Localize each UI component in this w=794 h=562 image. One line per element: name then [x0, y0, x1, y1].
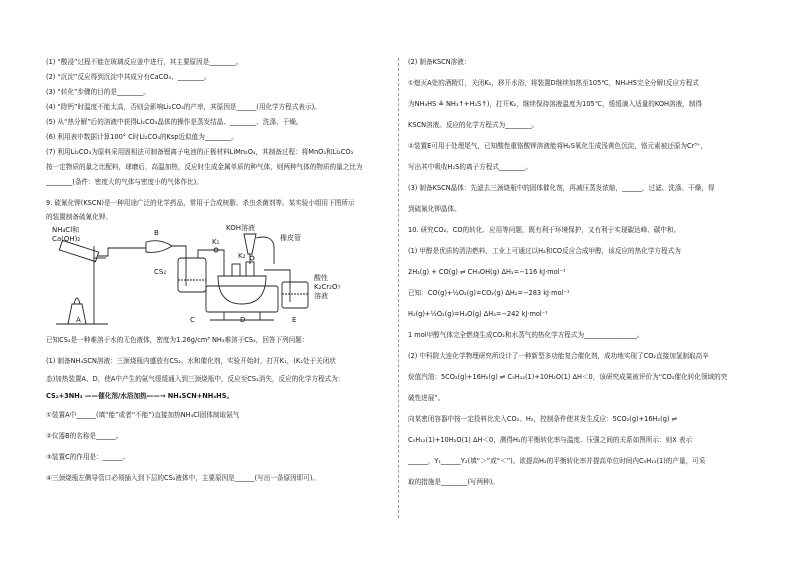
question-line: (7) 利用Li₂CO₃为原料采用固相法可制备锂离子电池的正极材料LiMn₂O₄，其制备过程：将MnO₂和Li₂CO₃ — [46, 148, 354, 156]
question-line: (1) 制备NH₄SCN溶液：三颈烧瓶内盛放有CS₂、水和催化剂，实验开始时，打开K₁，(K₂处于关闭状 — [46, 357, 336, 365]
apparatus-letter: C — [190, 316, 195, 324]
question-line: 取的措施是________(写两种)。 — [408, 478, 499, 486]
left-column — [46, 58, 390, 492]
question-line: (3) 制备KSCN晶体：先滤去三颈烧瓶中的固体催化剂，再减压蒸发浓缩，______，过滤、洗涤、干燥，得 — [408, 184, 715, 192]
question-line: ______，Y₁______Y₂(填“＞”或“＜”)。欲提高H₂的平衡转化率并提高单位时间内C₅H₁₂(1)的产量，可采 — [408, 457, 706, 465]
apparatus-letter: A — [76, 316, 81, 324]
apparatus-letter: E — [292, 316, 297, 324]
question-line: ________(条件：密度大的气体与密度小的气体作比)。 — [46, 178, 203, 186]
reagent-label: NH₄Cl和 — [52, 226, 80, 234]
question-line: ①熄灭A处的酒精灯，关闭K₁，移开水浴，将装置D继续加热至105℃，NH₄HS完全分解(反应方程式 — [408, 79, 699, 87]
question-line: 为NH₄HS ≜ NH₃↑+H₂S↑)，打开K₂，继续保持溶液温度为105℃，缓缓滴入适量的KOH溶液，制得 — [408, 100, 702, 108]
equation-line: 2H₂(g) + CO(g) ⇌ CH₃OH(g) ΔH₁=−116 kJ·mol⁻¹ — [408, 268, 566, 276]
acid-label: 酸性 — [314, 274, 328, 282]
k2-label: K₂ — [238, 252, 246, 260]
column-divider — [398, 58, 399, 518]
question-line: ③装置C的作用是：______。 — [46, 453, 130, 461]
given-info: 已知CS₂是一种难溶于水的无色液体，密度为1.26g/cm³ NH₃难溶于CS₂，回答下列问题： — [46, 336, 309, 344]
right-column — [408, 58, 760, 496]
question-line: ②仪器B的名称是______。 — [46, 432, 123, 440]
question-line: (2) “沉淀”反应得到沉淀中其成分有CaCO₃、________。 — [46, 73, 211, 81]
acid-label: K₂Cr₂O₇ — [314, 283, 341, 291]
question-line: (1) 甲醇是优质的清洁燃料，工业上可通过以H₂和CO反应合成甲醇，该反应的热化学方程式为 — [408, 247, 681, 255]
reagent-label: Ca(OH)₂ — [52, 235, 81, 243]
question-line: ④三颈烧瓶左侧导管口必须插入到下层的CS₂液体中，主要原因是______(写出一条原因即可)。 — [46, 474, 320, 482]
question-line: (3) “转化”步骤的目的是________。 — [46, 88, 150, 96]
equation-line: 已知：CO(g)+½O₂(g)=CO₂(g) ΔH₂=−283 kJ·mol⁻¹ — [408, 289, 570, 297]
koh-label: KOH溶液 — [226, 224, 255, 232]
question-line: (6) 利用表中数据计算100° C时Li₂CO₃的Ksp近似值为________。 — [46, 133, 238, 141]
apparatus-letter: D — [240, 316, 246, 324]
question-line: 写出其中吸收H₂S的离子方程式________。 — [408, 163, 532, 171]
question-line: 破性进展”。 — [408, 394, 445, 402]
k1-label: K₁ — [212, 238, 220, 246]
acid-label: 溶液 — [314, 292, 328, 300]
question-line: ①装置A中______(填“能”或者“不能”)直接加热NH₄Cl固体制取氨气 — [46, 411, 240, 419]
question-9-stem: 9. 硫氰化钾(KSCN)是一种用途广泛的化学药品，常用于合成树脂、杀虫杀菌剂等。某实验小组用下图所示 — [46, 199, 355, 207]
question-line: (1) “酸浸”过程不能在玻璃反应釜中进行，其主要原因是________。 — [46, 58, 243, 66]
question-line: 按一定物质的量之比配料，球磨后，高温加热，反应时生成金属单质的种气体，则两种气体的物质的量之比为 — [46, 163, 363, 171]
question-line: 态)加热装置A、D，使A中产生的氨气缓缓通入到三颈烧瓶中，反应至CS₂消失，反应的化学方程式为： — [46, 374, 345, 383]
question-line: KSCN溶液。反应的化学方程式为________。 — [408, 121, 539, 129]
question-line: (5) 从“热分解”后的溶液中获得Li₂CO₃晶体的操作是蒸发结晶、________、洗涤、干燥。 — [46, 118, 303, 126]
question-9-stem: 的装置制备硫氰化钾。 — [46, 213, 112, 221]
question-line: 烷值汽油：5CO₂(g)+16H₂(g) ⇌ C₅H₁₂(1)+10H₂O(1) ΔH＜0，该研究成果被评价为“CO₂催化转化领域的突 — [408, 373, 728, 381]
question-line: 到硫氰化钾晶体。 — [408, 205, 461, 213]
chemical-equation: CS₂+3NH₃ ——催化剂/水浴加热——→ NH₄SCN+NH₄HS。 — [46, 392, 234, 400]
rubber-tube-label: 橡皮管 — [280, 234, 301, 242]
question-line: (4) “除钙”时温度不能太高，否则会影响Li₂CO₃的产率，其原因是______(用化学方程式表示)。 — [46, 103, 321, 111]
cs2-label: CS₂ — [154, 268, 167, 276]
question-line: 1 mol甲醇气体完全燃烧生成CO₂和水蒸气的热化学方程式为________________。 — [408, 331, 644, 339]
question-line: C₅H₁₂(1)+10H₂O(1) ΔH＜0，测得H₂的平衡转化率与温度、压强之间的关系如图所示：则X 表示 — [408, 436, 693, 444]
question-10-stem: 10. 研究CO₂、CO的转化、应用等问题，既有利于环境保护，又有利于实现碳达峰、碳中和。 — [408, 226, 681, 234]
question-line: 向某密闭容器中按一定投料比充入CO₂、H₂，控制条件使其发生反应：5CO₂(g)+16H₂(g) ⇌ — [408, 415, 678, 423]
question-line: (2) 中科院大连化学物理研究所设计了一种新型多功能复合催化剂，成功地实现了CO₂直接加氢制取高辛 — [408, 352, 709, 360]
question-line: (2) 制备KSCN溶液： — [408, 58, 471, 66]
apparatus-letter: B — [154, 229, 159, 237]
question-line: ②装置E可用于处理尾气，已知酸性重铬酸钾溶液能将H₂S氧化生成浅黄色沉淀，铬元素被还原为Cr³⁺， — [408, 142, 708, 150]
equation-line: H₂(g)+½O₂(g)=H₂O(g) ΔH₃=−242 kJ·mol⁻¹ — [408, 310, 548, 318]
apparatus-diagram — [46, 224, 390, 328]
